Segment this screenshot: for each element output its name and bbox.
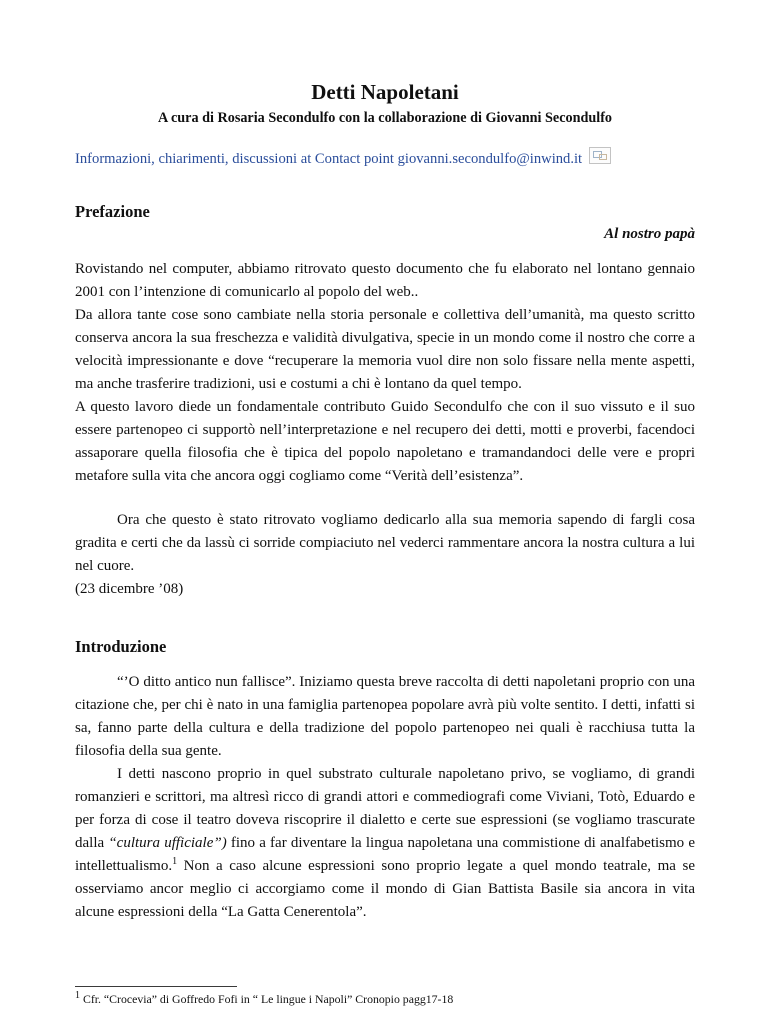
paragraph-prefazione-1: Rovistando nel computer, abbiamo ritrovato questo documento che fu elaborato nel lontano gennaio 2001 con l’intenzione di comunicarlo al popolo del web.. [75,261,695,300]
paragraph-introduzione-1: “’O ditto antico nun fallisce”. Iniziamo questa breve raccolta di detti napoletani proprio con una citazione che, per chi è nato in una famiglia partenopea popolare avrà più volte sentito. I detti, infatti si sa, fanno parte della cultura e della tradizione del popolo partenopeo nei quali è racchiusa tutta la filosofia della sua gente. [75,674,695,759]
footnote-separator [75,986,237,987]
prefazione-heading: Prefazione [75,202,150,221]
footnote-text [75,992,695,1006]
dedication-text: Al nostro papà [604,226,695,242]
document-title: Detti Napoletani [311,80,459,104]
footnote-body: Cfr. “Crocevia” di Goffredo Fofi in “ Le lingue i Napoli” Cronopio pagg17-18 [80,992,454,1006]
document-subtitle: A cura di Rosaria Secondulfo con la collaborazione di Giovanni Secondulfo [157,110,613,126]
footnote-reference: 1 [172,856,178,867]
introduzione-heading: Introduzione [75,637,167,656]
intro-para2-text-3: Non a caso alcune espressioni sono proprio legate a quel mondo teatrale, ma se osserviamo ancor meglio ci accorgiamo come il mondo di Gian Battista Basile sia ancora in vita alcune espressioni della “La Gatta Cenerentola”. [75,858,695,920]
footnote-number: 1 [75,990,80,1002]
paragraph-prefazione-4: Ora che questo è stato ritrovato vogliamo dedicarlo alla sua memoria sapendo di fargli cosa gradita e certi che da lassù ci sorride compiaciuto nel vederci rammentare ancora la nostra cultura a lui nel cuore. [75,512,695,574]
contact-link[interactable]: Informazioni, chiarimenti, discussioni at Contact point giovanni.secondulfo@inwind.it [75,151,583,167]
broken-image-icon [589,147,611,164]
paragraph-introduzione-2 [75,763,695,924]
paragraph-prefazione-2: Da allora tante cose sono cambiate nella storia personale e collettiva dell’umanità, ma questo scritto conserva ancora la sua freschezza e validità divulgativa, specie in un mondo come il nostro che corre a velocità impressionante e dove “recuperare la memoria vuol dire non solo fissare nella mente aspetti, ma anche trasferire tradizioni, usi e costumi a chi è lontano da quel tempo. [75,307,695,392]
intro-para2-text-1: I detti nascono proprio in quel substrato culturale napoletano privo, se vogliamo, di grandi romanzieri e scrittori, ma altresì ricco di grandi attori e commediografi come Viviani, Totò, Eduardo e per forza di cose il teatro doveva riscoprire il dialetto e certe sue espressioni (se vogliamo trascurate dalla [75,766,695,851]
intro-para2-italic: “cultura ufficiale”) [108,835,227,851]
intro-para2-text-2: fino a far diventare la lingua napoletana una commistione di analfabetismo e intellettualismo. [75,835,695,874]
paragraph-date: (23 dicembre ’08) [75,581,184,597]
paragraph-prefazione-3: A questo lavoro diede un fondamentale contributo Guido Secondulfo che con il suo vissuto e il suo essere partenopeo ci supportò nell’interpretazione e nel recupero dei detti, motti e proverbi, facendoci assaporare quella filosofia che è tipica del popolo napoletano e tramandandoci delle vere e propri metafore sulla vita che ancora oggi cogliamo come “Verità dell’esistenza”. [75,399,695,484]
contact-line [75,147,695,168]
footnote-area [75,986,695,1006]
